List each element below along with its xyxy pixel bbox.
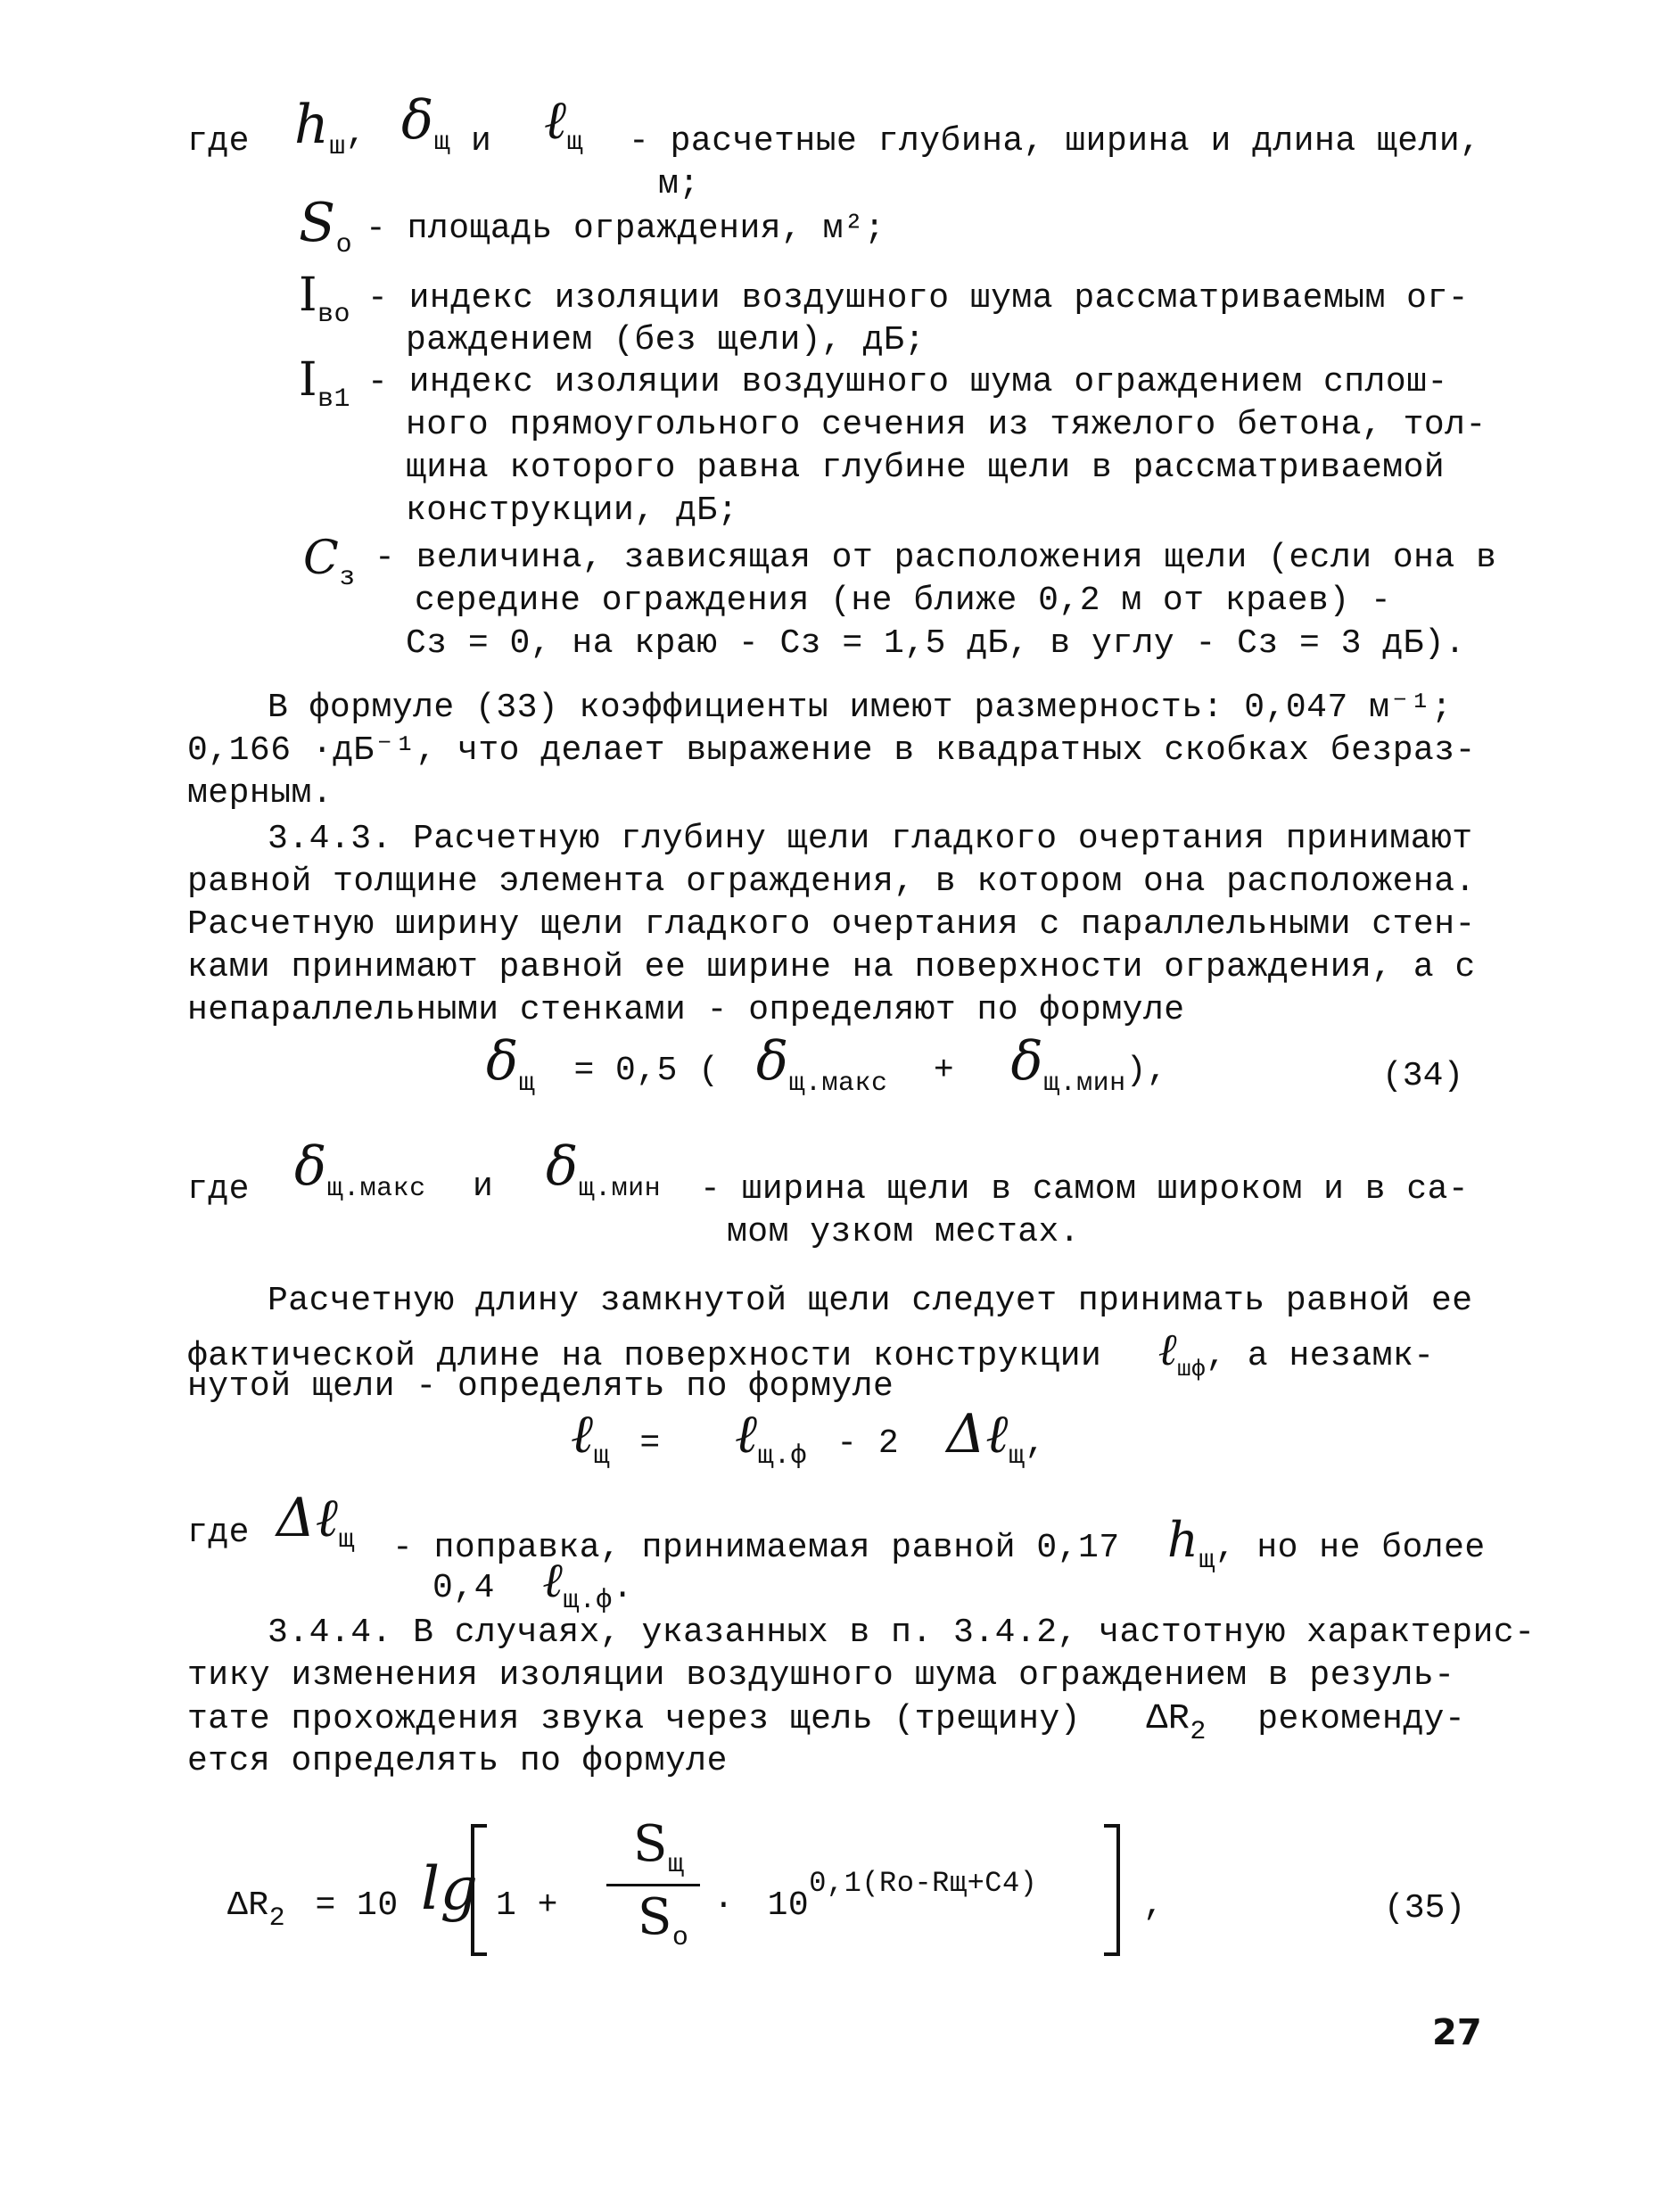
para-len-line1: Расчетную длину замкнутой щели следует принимать равной ее bbox=[268, 1282, 1473, 1320]
symbol-delta: δ bbox=[486, 1030, 519, 1093]
symbol-I: I bbox=[299, 268, 318, 322]
symbol-S: S bbox=[299, 192, 336, 254]
symbol-delta-R: ΔR bbox=[1146, 1699, 1190, 1739]
lg-symbol: lg bbox=[421, 1854, 479, 1923]
defs3-line2: раждением (без щели), дБ; bbox=[406, 321, 926, 359]
subscript: щ bbox=[518, 1069, 536, 1099]
eq35-lg bbox=[421, 1854, 479, 1923]
eq35-tail: , bbox=[1143, 1886, 1165, 1925]
para-coef-line3: мерным. bbox=[187, 774, 334, 813]
subscript: щ bbox=[433, 128, 451, 158]
symbol-S-group bbox=[299, 192, 353, 260]
subscript: щ.ф bbox=[563, 1586, 613, 1616]
subscript: ш bbox=[329, 132, 346, 162]
subscript: щ bbox=[338, 1525, 355, 1556]
subscript: щ bbox=[566, 128, 584, 158]
symbol-I: I bbox=[299, 353, 318, 407]
symbol-delta-group bbox=[401, 89, 451, 158]
symbol-l: ℓ bbox=[542, 1552, 564, 1608]
subscript: щ.макс bbox=[788, 1069, 888, 1099]
and-word: и bbox=[471, 122, 492, 161]
eq-len-minus: - 2 bbox=[836, 1424, 900, 1463]
symbol-Iv1-group bbox=[299, 353, 351, 415]
symbol-delta: δ bbox=[294, 1135, 327, 1198]
subscript: 2 bbox=[268, 1903, 286, 1934]
equation-34 bbox=[486, 1030, 1168, 1099]
subscript: 2 bbox=[1190, 1717, 1207, 1747]
symbol-h: h bbox=[294, 94, 330, 156]
subscript: щ.ф bbox=[757, 1441, 807, 1472]
para-343-line3: Расчетную ширину щели гладкого очертания с параллельными стен- bbox=[187, 905, 1476, 944]
defs-where: где bbox=[187, 122, 250, 161]
symbol-S: S bbox=[633, 1815, 668, 1873]
para-344-line3 bbox=[187, 1699, 1466, 1747]
defs4-line4: конструкции, дБ; bbox=[406, 491, 738, 530]
eq-len-tail: , bbox=[1025, 1424, 1046, 1463]
subscript: щ bbox=[1008, 1441, 1026, 1472]
symbol-delta: δ bbox=[1010, 1030, 1044, 1093]
fraction-bar bbox=[606, 1884, 700, 1886]
defs4-line1: - индекс изоляции воздушного шума ограждением сплош- bbox=[367, 363, 1448, 401]
eq34-close: ), bbox=[1125, 1052, 1168, 1090]
subscript: щ bbox=[667, 1850, 685, 1880]
para-len-line3: нутой щели - определять по формуле bbox=[187, 1367, 894, 1406]
equation-number-34: (34) bbox=[1382, 1057, 1464, 1095]
para-344-line3a: тате прохождения звука через щель (трещину) bbox=[187, 1700, 1082, 1738]
defs4-line3: щина которого равна глубине щели в рассматриваемой bbox=[406, 449, 1446, 487]
eq35-power-base: 10 bbox=[767, 1886, 810, 1925]
symbol-l: ℓ bbox=[1157, 1324, 1178, 1375]
subscript: во bbox=[317, 300, 351, 330]
defs34-where: где bbox=[187, 1170, 250, 1209]
symbol-S: S bbox=[638, 1888, 672, 1946]
para-344-line2: тику изменения изоляции воздушного шума ограждением в резуль- bbox=[187, 1656, 1455, 1695]
symbol-l: ℓ bbox=[544, 89, 567, 152]
symbol-h: h bbox=[1166, 1512, 1199, 1568]
symbol-C: C bbox=[303, 532, 340, 585]
para-coef-line1: В формуле (33) коэффициенты имеют размерность: 0,047 м⁻¹; bbox=[268, 689, 1453, 727]
left-square-bracket bbox=[471, 1824, 487, 1956]
subscript: в1 bbox=[317, 384, 351, 415]
defs-len-line2 bbox=[432, 1552, 634, 1616]
eq35-eq: = 10 bbox=[315, 1886, 399, 1925]
defs1-desc-line1: - расчетные глубина, ширина и длина щели, bbox=[629, 122, 1481, 161]
eq35-power bbox=[713, 1867, 1038, 1925]
para-343-line1: 3.4.3. Расчетную глубину щели гладкого очертания принимают bbox=[268, 820, 1473, 858]
symbol-l: ℓ bbox=[734, 1403, 758, 1465]
subscript: щ bbox=[1199, 1546, 1215, 1576]
symbol-C-group bbox=[303, 532, 356, 593]
defs5-line1: - величина, зависящая от расположения щели (если она в bbox=[375, 539, 1497, 577]
eq35-numerator bbox=[633, 1815, 685, 1880]
subscript: щ.макс bbox=[326, 1174, 426, 1204]
symbol-delta: δ bbox=[546, 1135, 579, 1198]
para-343-line5: непараллельными стенками - определяют по формуле bbox=[187, 991, 1185, 1029]
comma: , bbox=[345, 115, 367, 153]
subscript: о bbox=[335, 230, 353, 260]
defs2-desc: - площадь ограждения, м²; bbox=[366, 210, 886, 248]
defs-len-where: где bbox=[187, 1514, 250, 1552]
para-len-line2b: , а незамк- bbox=[1206, 1337, 1435, 1375]
eq35-lhs bbox=[227, 1886, 399, 1934]
subscript: щ bbox=[593, 1441, 611, 1472]
defs-len-sym-group bbox=[276, 1487, 355, 1556]
eq34-plus: + bbox=[933, 1052, 955, 1090]
eq35-dot: · bbox=[713, 1886, 735, 1925]
defs34-and: и bbox=[473, 1168, 494, 1206]
defs34-line1: - ширина щели в самом широком и в са- bbox=[700, 1170, 1470, 1209]
para-344-line1: 3.4.4. В случаях, указанных в п. 3.4.2, частотную характерис- bbox=[268, 1614, 1536, 1652]
defs5-line2: середине ограждения (не ближе 0,2 м от краев) - bbox=[415, 582, 1392, 620]
eq35-one-plus: 1 + bbox=[496, 1886, 558, 1925]
defs3-line1: - индекс изоляции воздушного шума рассматриваемым ог- bbox=[367, 279, 1470, 318]
symbol-delta: δ bbox=[755, 1030, 789, 1093]
subscript: о bbox=[671, 1923, 689, 1953]
defs-len-line1a: - поправка, принимаемая равной 0,17 bbox=[392, 1529, 1120, 1567]
symbol-l-group bbox=[544, 89, 584, 158]
symbol-l: ℓ bbox=[571, 1403, 594, 1465]
defs-len-line2b: . bbox=[612, 1569, 634, 1607]
page-number: 27 bbox=[1432, 2012, 1482, 2053]
equation-number-35: (35) bbox=[1384, 1889, 1466, 1927]
defs1-desc-line2: м; bbox=[658, 165, 700, 203]
defs-len-line1b: , но не более bbox=[1215, 1529, 1486, 1567]
eq35-denominator bbox=[638, 1888, 689, 1953]
para-344-line3b: рекоменду- bbox=[1257, 1700, 1466, 1738]
defs34-sym2-group bbox=[546, 1135, 662, 1204]
defs-len-line2a: 0,4 bbox=[432, 1569, 495, 1607]
subscript: шф bbox=[1177, 1356, 1207, 1382]
symbol-delta: δ bbox=[401, 89, 434, 152]
para-343-line4: ками принимают равной ее ширине на поверхности ограждения, а с bbox=[187, 948, 1476, 986]
defs5-line3: Cз = 0, на краю - Cз = 1,5 дБ, в углу - Cз = 3 дБ). bbox=[406, 624, 1466, 663]
symbol-h-group bbox=[294, 94, 367, 162]
para-len-line2a: фактической длине на поверхности конструкции bbox=[187, 1337, 1102, 1375]
defs34-line2: мом узком местах. bbox=[727, 1213, 1081, 1251]
symbol-delta-l: Δℓ bbox=[276, 1487, 339, 1549]
para-coef-line2: 0,166 ·дБ⁻¹, что делает выражение в квадратных скобках безраз- bbox=[187, 731, 1476, 770]
eq35-power-exponent: 0,1(Rо-Rщ+C4) bbox=[809, 1867, 1038, 1900]
defs4-line2: ного прямоугольного сечения из тяжелого бетона, тол- bbox=[406, 406, 1487, 444]
symbol-Ivo-group bbox=[299, 268, 351, 330]
right-square-bracket bbox=[1104, 1824, 1120, 1956]
eq-len-eq: = bbox=[639, 1424, 661, 1463]
eq34-mid: = 0,5 ( bbox=[573, 1052, 720, 1090]
defs34-sym1-group bbox=[294, 1135, 426, 1204]
equation-length bbox=[571, 1403, 1046, 1472]
subscript: щ.мин bbox=[1043, 1069, 1126, 1099]
subscript: щ.мин bbox=[578, 1174, 662, 1204]
eq35-lhs-symbol: ΔR bbox=[227, 1886, 269, 1925]
subscript: з bbox=[339, 563, 356, 593]
symbol-delta-l: Δℓ bbox=[946, 1403, 1009, 1465]
para-343-line2: равной толщине элемента ограждения, в котором она расположена. bbox=[187, 863, 1476, 901]
para-344-line4: ется определять по формуле bbox=[187, 1742, 728, 1780]
